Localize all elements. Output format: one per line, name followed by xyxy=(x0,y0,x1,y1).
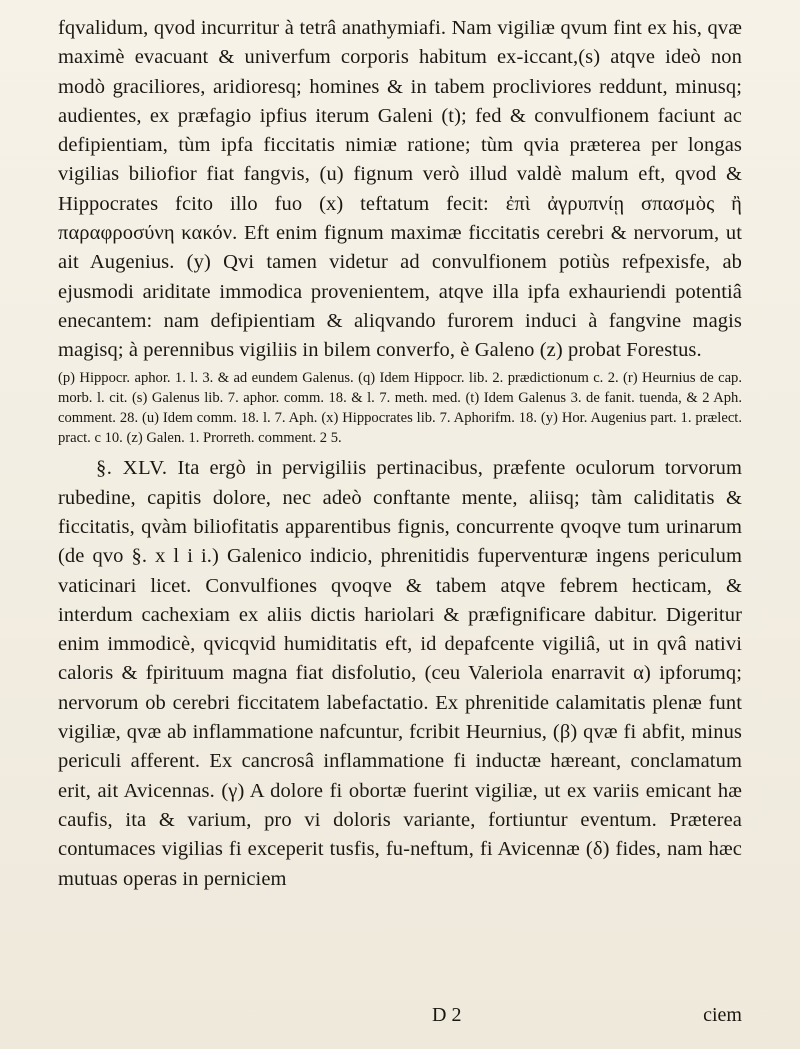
catchword: ciem xyxy=(703,1004,742,1026)
page-footer xyxy=(58,1004,742,1034)
section-number: §. XLV. xyxy=(96,457,168,480)
footnotes: (p) Hippocr. aphor. 1. l. 3. & ad eundem Galenus. (q) Idem Hippocr. lib. 2. prædictionum c. 2. (r) Heurnius de cap. morb. l. cit. (s) Galenus lib. 7. aphor. comm. 18. & l. 7. meth. med. (t) Idem Galenus 3. de fanit. tuenda, & 2 Aph. comment. 28. (u) Idem comm. 18. l. 7. Aph. (x) Hippocrates lib. 7. Aphorifm. 18. (y) Hor. Augenius part. 1. prælect. pract. c 10. (z) Galen. 1. Prorreth. comment. 2 5. xyxy=(58,369,742,447)
section-body: Ita ergò in pervigiliis pertinacibus, præfente oculorum torvorum rubedine, capitis dolore, nec adeò conftante mente, aliisq; tàm caliditatis & ficcitatis, qvàm biliofitatis apparentibus fignis, concurrente qvoqve tum urinarum (de qvo §. x l i i.) Galenico indicio, phrenitidis fuperventuræ ingens periculum vaticinari licet. Convulfiones qvoqve & tabem atqve febrem hecticam, & interdum cachexiam ex aliis dictis hariolari & præfignificare dabitur. Digeritur enim immodicè, qvicqvid humiditatis eft, id depafcente vigiliâ, ut in qvâ nativi caloris & fpirituum magna fiat disfolutio, (ceu Valeriola enarravit α) ipforumq; nervorum ob cerebri ficcitatem labefactatio. Ex phrenitide calamitatis plenæ funt vigiliæ, qvæ ab inflammatione nafcuntur, fcribit Heurnius, (β) qvæ fi abfit, minus periculi afferent. Ex cancrosâ inflammatione fi inductæ hæreant, conclamatum erit, ait Avicennas. (γ) A dolore fi obortæ fuerint vigiliæ, ut ex variis emicant hæ caufis, ita & varium, pro vi doloris variante, fortiuntur eventum. Præterea contumaces vigilias fi exceperit tusfis, fu-neftum, fi Avicennæ (δ) fides, nam hæc mutuas operas in perniciem xyxy=(58,457,742,890)
section-paragraph xyxy=(58,454,742,893)
paragraph-continuation: fqvalidum, qvod incurritur à tetrâ anathymiafi. Nam vigiliæ qvum fint ex his, qvæ maximè evacuant & univerfum corporis habitum ex-iccant,(s) atqve ideò non modò graciliores, aridioresq; homines & in tabem procliviores reddunt, minusq; audientes, ex præfagio ipfius iterum Galeni (t); fed & convulfionem faciunt ac defipientiam, tùm ipfa ficcitatis nimiæ ratione; tùm qvia præterea per longas vigilias biliofior fiat fangvis, (u) fignum verò illud valdè malum eft, qvod & Hippocrates fcito illo fuo (x) teftatum fecit: ἐπὶ ἀγρυπνίῃ σπασμὸς ἢ παραφροσύνη κακόν. Eft enim fignum maximæ ficcitatis cerebri & nervorum, ut ait Augenius. (y) Qvi tamen videtur ad convulfionem potiùs refpexisfe, ab ejusmodi ariditate immodica provenientem, atqve illa ipfa exhauriendi potentiâ enecantem: nam defipientiam & aliqvando furorem induci à fangvine magis magisq; à perennibus vigiliis in bilem converfo, è Galeno (z) probat Forestus. xyxy=(58,17,742,362)
signature-mark: D 2 xyxy=(432,1004,462,1026)
